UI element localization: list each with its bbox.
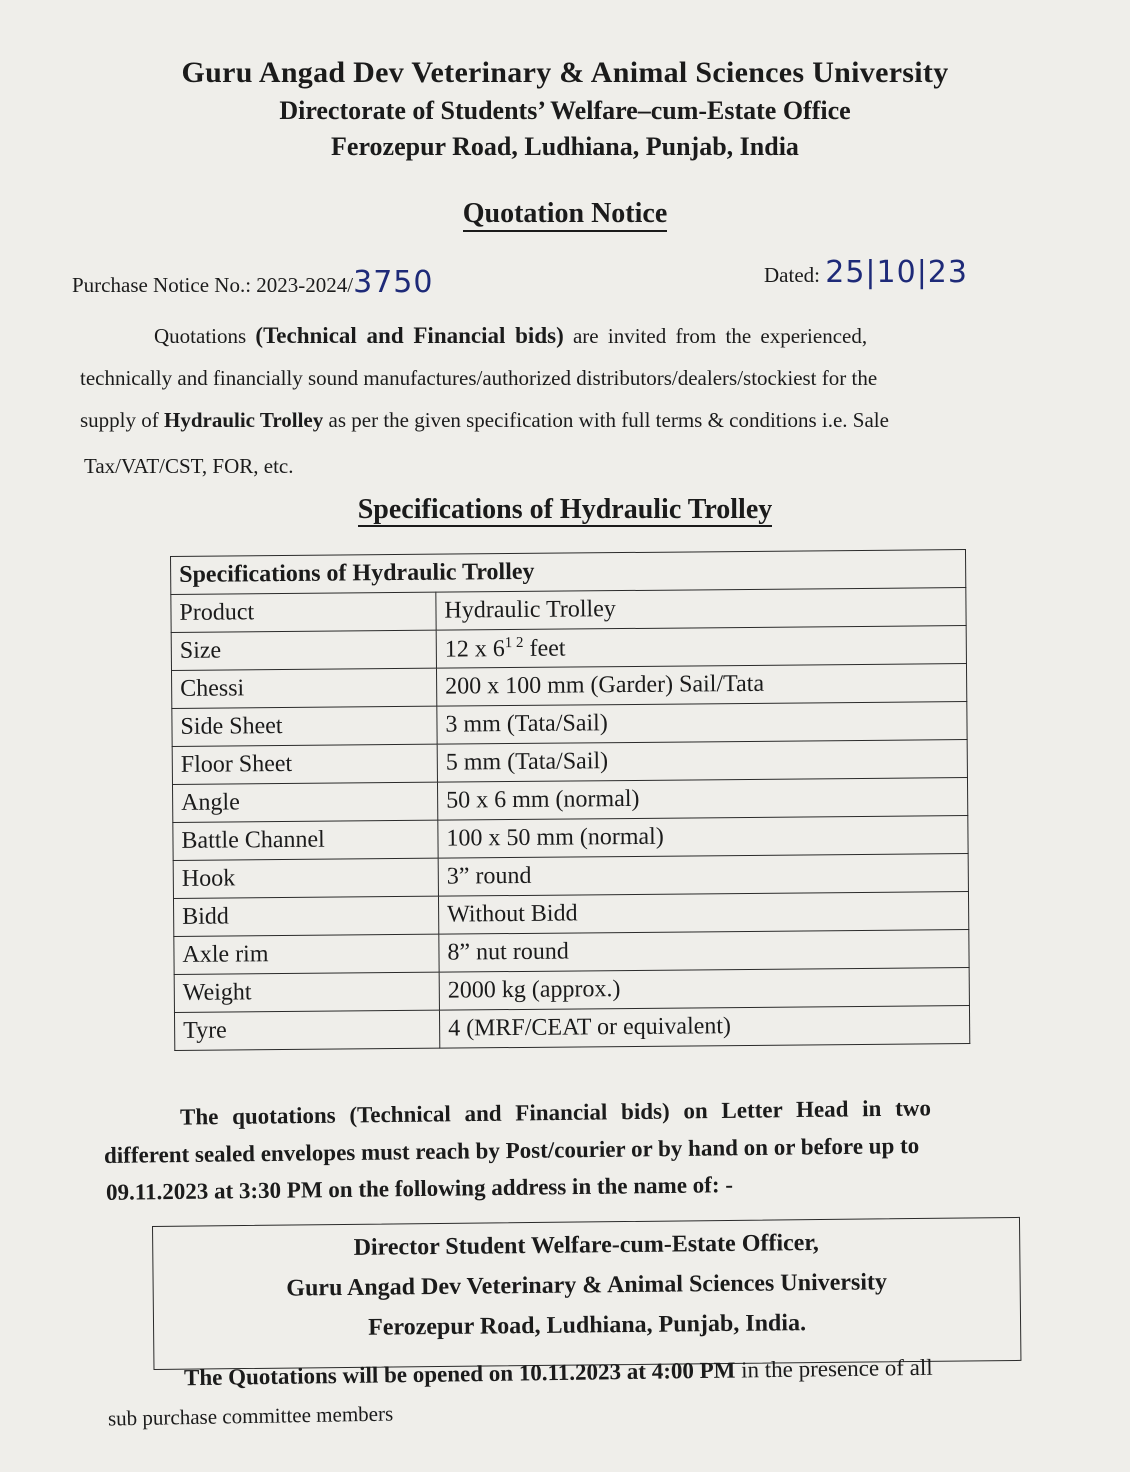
table-row bbox=[174, 1006, 969, 1051]
university-address: Ferozepur Road, Ludhiana, Punjab, India bbox=[331, 132, 799, 161]
spec-label: Hook bbox=[173, 858, 438, 898]
university-name: Guru Angad Dev Veterinary & Animal Sciences University bbox=[181, 56, 949, 89]
spec-value: 3” round bbox=[438, 854, 968, 897]
directorate-name: Directorate of Students’ Welfare–cum-Estate Office bbox=[279, 96, 851, 125]
closing-line-3: 09.11.2023 at 3:30 PM on the following address in the name of: - bbox=[105, 1172, 734, 1205]
spec-label: Axle rim bbox=[174, 934, 439, 974]
spec-value: 100 x 50 mm (normal) bbox=[438, 816, 968, 859]
spec-label: Chessi bbox=[171, 668, 436, 708]
address-line-1: Director Student Welfare-cum-Estate Officer, bbox=[353, 1230, 819, 1261]
spec-label: Bidd bbox=[173, 896, 438, 936]
spec-value: 3 mm (Tata/Sail) bbox=[437, 702, 967, 745]
address-box bbox=[152, 1217, 1021, 1370]
spec-value: 4 (MRF/CEAT or equivalent) bbox=[439, 1006, 969, 1049]
spec-label: Battle Channel bbox=[173, 820, 438, 860]
address-line-2: Guru Angad Dev Veterinary & Animal Sciences University bbox=[286, 1269, 888, 1302]
spec-value: Without Bidd bbox=[438, 892, 968, 935]
spec-value: 12 x $6^{1 2}$ feet bbox=[436, 626, 966, 669]
handwritten-notice-number: 3750 bbox=[353, 265, 434, 300]
intro-line-3: supply of Hydraulic Trolley as per the given specification with full terms & conditions i.e. Sale bbox=[80, 408, 889, 432]
handwritten-date: 25|10|23 bbox=[825, 255, 968, 290]
table-heading: Specifications of Hydraulic Trolley bbox=[171, 550, 966, 595]
spec-value: 50 x 6 mm (normal) bbox=[437, 778, 967, 821]
spec-table bbox=[170, 549, 970, 1051]
spec-label: Angle bbox=[172, 782, 437, 822]
intro-line-2: technically and financially sound manufactures/authorized distributors/dealers/stockiest for the bbox=[80, 366, 878, 390]
spec-label: Side Sheet bbox=[172, 706, 437, 746]
spec-value: Hydraulic Trolley bbox=[436, 588, 966, 631]
intro-line-1: Quotations (Technical and Financial bids) are invited from the experienced, bbox=[154, 323, 868, 348]
spec-label: Tyre bbox=[174, 1010, 439, 1050]
opening-line-2: sub purchase committee members bbox=[107, 1401, 394, 1431]
spec-label: Product bbox=[171, 592, 436, 632]
spec-value: 8” nut round bbox=[439, 930, 969, 973]
address-line-3: Ferozepur Road, Ludhiana, Punjab, India. bbox=[367, 1310, 807, 1341]
spec-value: 5 mm (Tata/Sail) bbox=[437, 740, 967, 783]
opening-line-1: The Quotations will be opened on 10.11.2023 at 4:00 PM in the presence of all bbox=[183, 1354, 933, 1391]
spec-label: Size bbox=[171, 630, 436, 670]
intro-line-4: Tax/VAT/CST, FOR, etc. bbox=[84, 454, 294, 478]
spec-value: 2000 kg (approx.) bbox=[439, 968, 969, 1011]
spec-label: Weight bbox=[174, 972, 439, 1012]
notice-date: Dated: 25|10|23 bbox=[764, 255, 968, 290]
spec-label: Floor Sheet bbox=[172, 744, 437, 784]
spec-title: Specifications of Hydraulic Trolley bbox=[357, 494, 773, 525]
closing-line-1: The quotations (Technical and Financial bids) on Letter Head in two bbox=[179, 1095, 932, 1130]
spec-value: 200 x 100 mm (Garder) Sail/Tata bbox=[436, 664, 966, 707]
purchase-notice-number: Purchase Notice No.: 2023-2024/3750 bbox=[72, 265, 434, 300]
closing-line-2: different sealed envelopes must reach by Post/courier or by hand on or before up to bbox=[103, 1133, 920, 1168]
notice-title: Quotation Notice bbox=[0, 198, 1130, 230]
